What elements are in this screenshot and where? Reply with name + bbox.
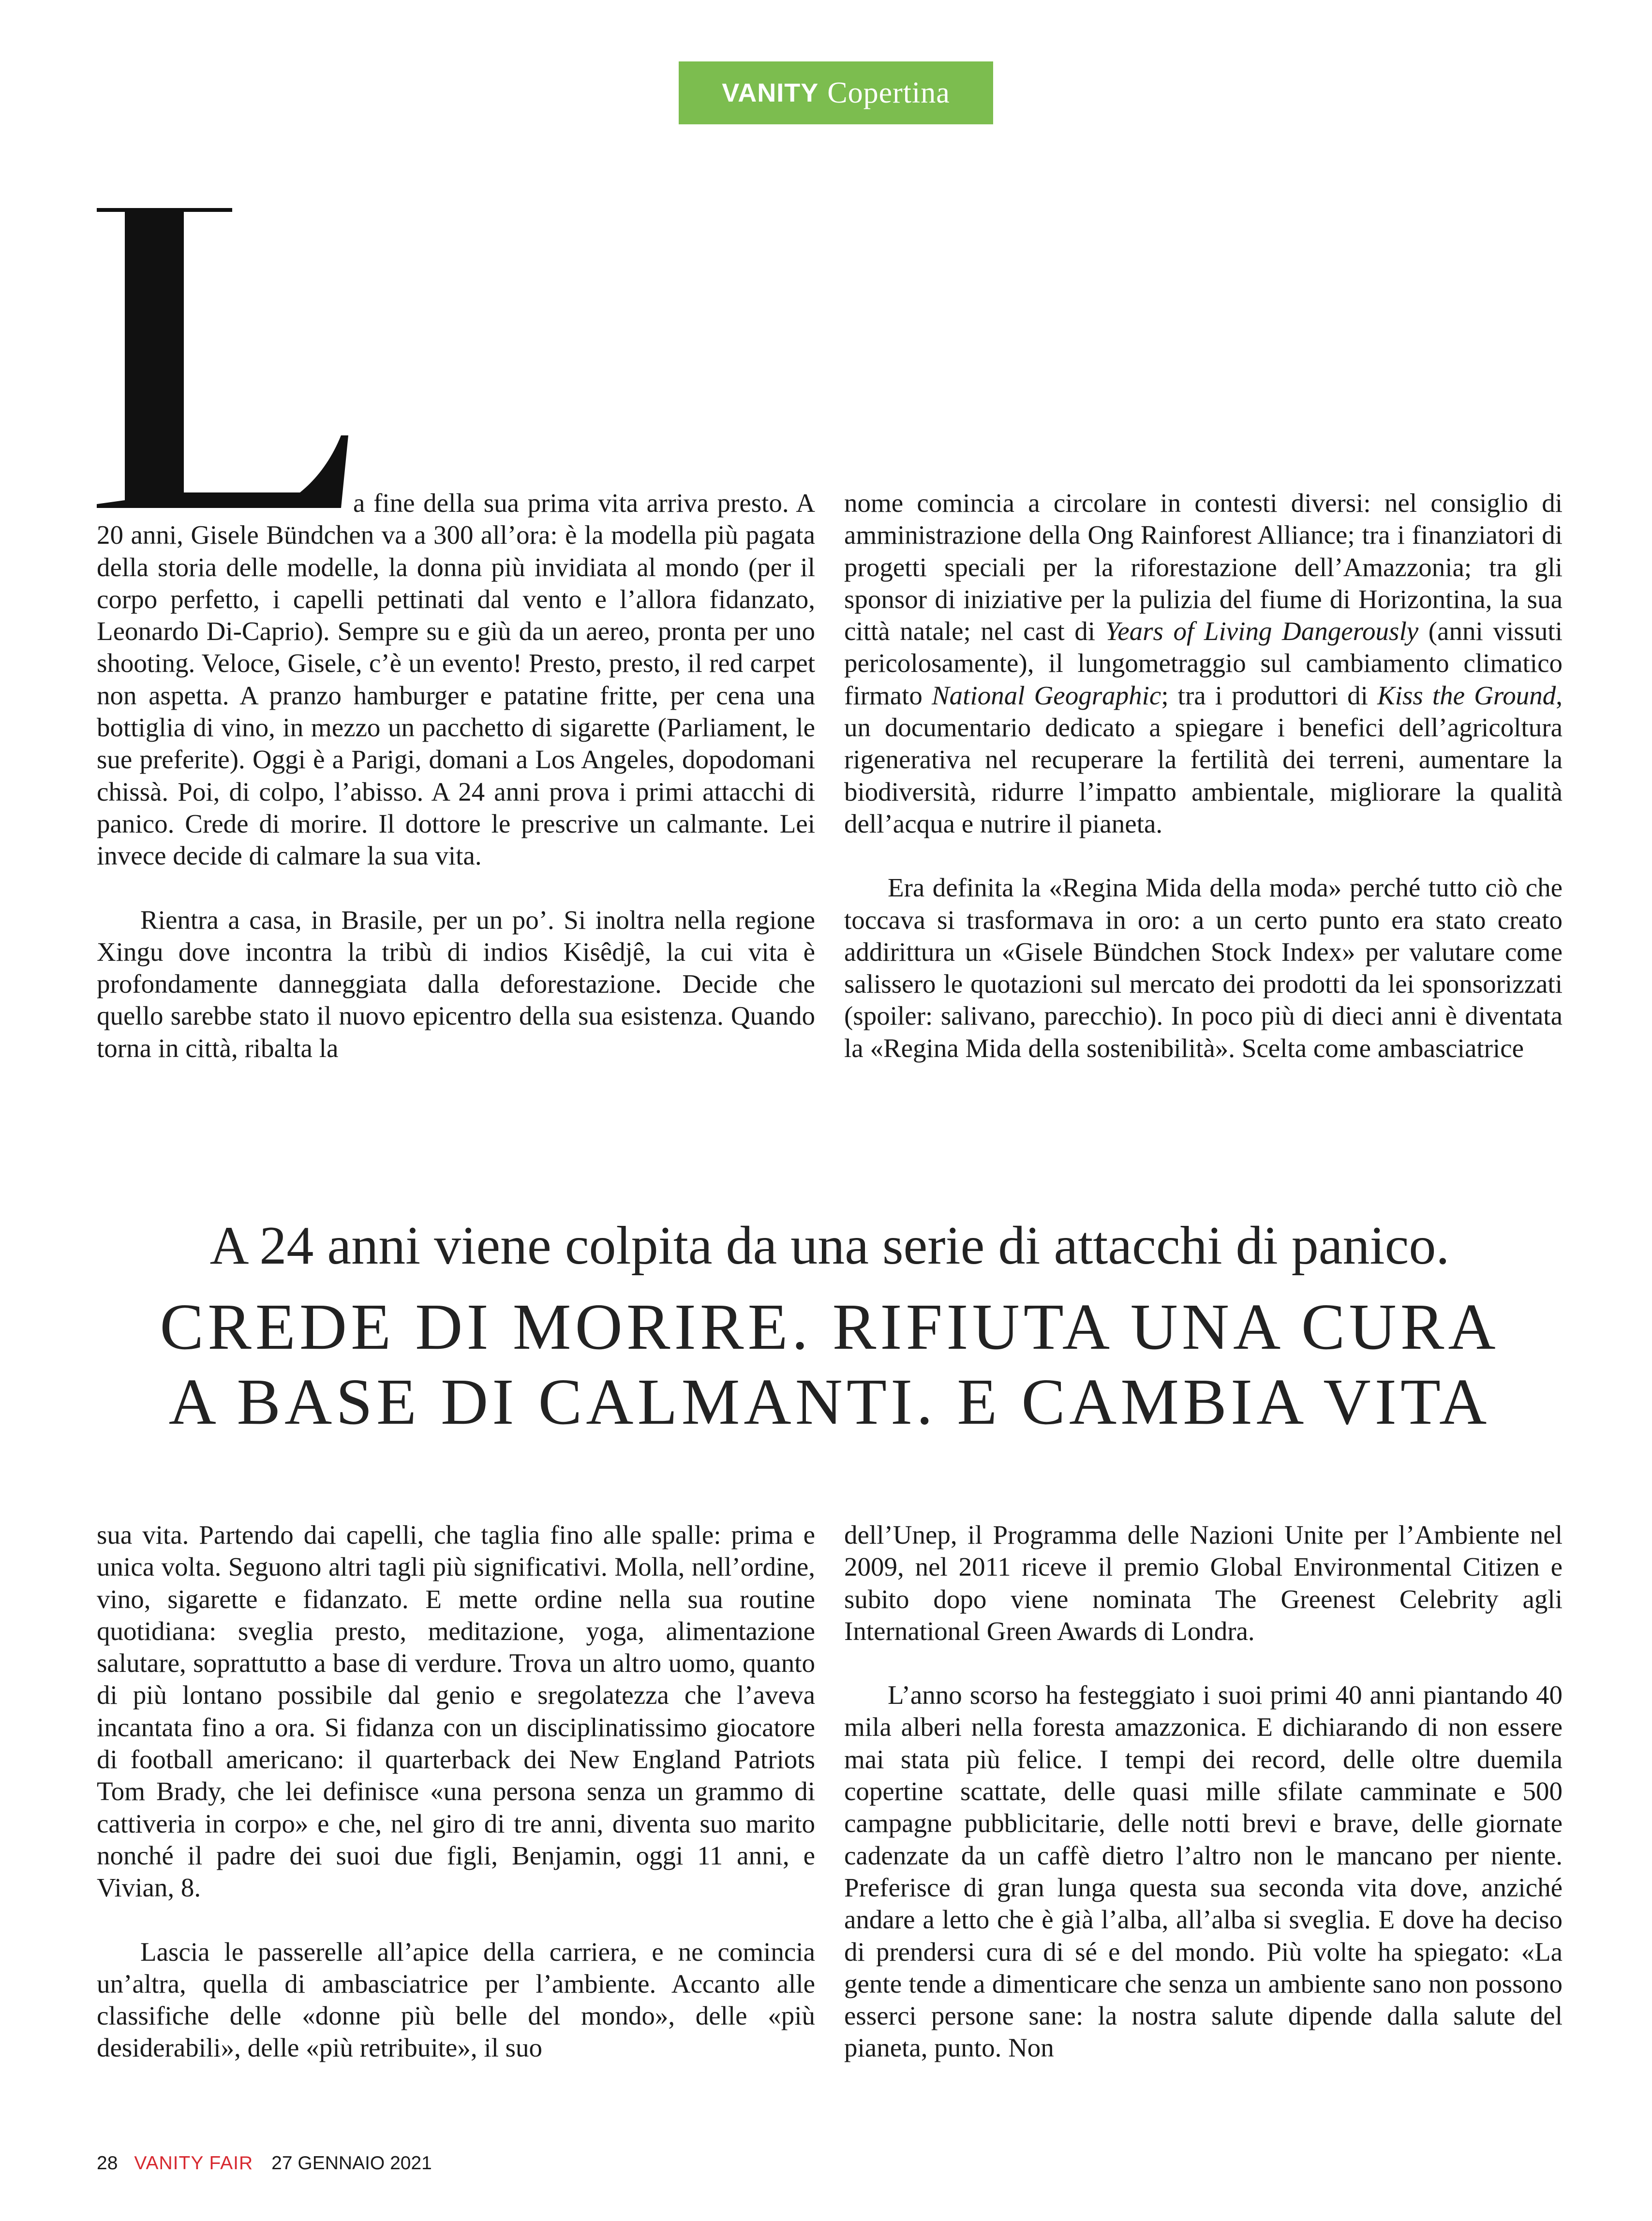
pull-quote-line: A BASE DI CALMANTI. E CAMBIA VITA (168, 1366, 1491, 1438)
paragraph: L’anno scorso ha festeggiato i suoi primi 40 anni piantando 40 mila alberi nella foresta amazzonica. E dichiarando di non essere mai stata più felice. I tempi dei record, delle oltre duemila copertine scattate, delle quasi mille sfilate camminate e 500 campagne pubblicitarie, delle notti brevi e brave, delle giornate cadenzate da un caffè dietro l’altro non le mancano per niente. Preferisce di gran lunga questa sua seconda vita dove, anziché andare a letto che è già l’alba, all’alba si sveglia. E dove ha deciso di prendersi cura di sé e del mondo. Più volte ha spiegato: «La gente tende a dimenticare che senza un ambiente sano non possono esserci persone sane: la nostra salute dipende dalla salute del pianeta, punto. Non (844, 1680, 1563, 2063)
page-number: 28 (97, 2153, 118, 2174)
column-right-bottom (844, 1519, 1563, 2064)
page-footer (97, 2153, 432, 2174)
column-left-top (97, 487, 815, 1064)
title-national-geographic: National Geographic (931, 680, 1161, 710)
section-tag (679, 61, 993, 124)
column-left-bottom (97, 1519, 815, 2064)
magazine-name: VANITY FAIR (134, 2153, 253, 2174)
column-right-top (844, 487, 1563, 1064)
issue-date: 27 GENNAIO 2021 (271, 2153, 432, 2174)
paragraph: nome comincia a circolare in contesti diversi: nel consiglio di amministrazione della Ong Rainforest Alliance; tra i finanziatori di progetti speciali per la riforestazione dell’Amazzonia; tra gli sponsor di iniziative per la pulizia del fiume di Horizontina, la sua città natale; nel cast di Years of Living Dangerously (anni vissuti pericolosamente), il lungometraggio sul cambiamento climatico firmato National Geographic; tra i produttori di Kiss the Ground, un documentario dedicato a spiegare i benefici dell’agricoltura rigenerativa nel recuperare la fertilità dei terreni, aumentare la biodiversità, ridurre l’impatto ambientale, migliorare la qualità dell’acqua e nutrire il pianeta. (844, 488, 1563, 838)
paragraph: sua vita. Partendo dai capelli, che taglia fino alle spalle: prima e unica volta. Seguono altri tagli più significativi. Molla, nell’ordine, vino, sigarette e fidanzato. E mette ordine nella sua routine quotidiana: sveglia presto, meditazione, yoga, alimentazione salutare, soprattutto a base di verdure. Trova un altro uomo, quanto di più lontano possibile dal genio e sregolatezza che l’aveva incantata fino a ora. Si fidanza con un disciplinatissimo giocatore di football americano: il quarterback dei New England Patriots Tom Brady, che lei definisce «una persona senza un grammo di cattiveria in corpo» e che, nel giro di tre anni, diventa suo marito nonché il padre dei suoi due figli, Benjamin, oggi 11 anni, e Vivian, 8. (97, 1520, 815, 1903)
paragraph: a fine della sua prima vita arriva presto. A 20 anni, Gisele Bündchen va a 300 all’ora: è la modella più pagata della storia delle modelle, la donna più invidiata al mondo (per il corpo perfetto, i capelli pettinati dal vento e l’allora fidanzato, Leonardo Di-Caprio). Sempre su e giù da un aereo, pronta per uno shooting. Veloce, Gisele, c’è un evento! Presto, presto, il red carpet non aspetta. A pranzo hamburger e patatine fritte, per cena una bottiglia di vino, in mezzo un pacchetto di sigarette (Parliament, le sue preferite). Oggi è a Parigi, domani a Los Angeles, dopodomani chissà. Poi, di colpo, l’abisso. A 24 anni prova i primi attacchi di panico. Crede di morire. Il dottore le prescrive un calmante. Lei invece decide di calmare la sua vita. (97, 488, 815, 871)
pull-quote-line: CREDE DI MORIRE. RIFIUTA UNA CURA (160, 1291, 1500, 1363)
title-kiss-the-ground: Kiss the Ground (1377, 680, 1556, 710)
drop-cap-letter (97, 208, 348, 508)
paragraph: Rientra a casa, in Brasile, per un po’. Si inoltra nella regione Xingu dove incontra la tribù di indios Kisêdjê, la cui vita è profondamente danneggiata dalla deforestazione. Decide che quello sarebbe stato il nuovo epicentro della sua esistenza. Quando torna in città, ribalta la (97, 905, 815, 1063)
section-tag-name: Copertina (827, 76, 950, 109)
title-years-of-living-dangerously: Years of Living Dangerously (1105, 616, 1419, 646)
paragraph: dell’Unep, il Programma delle Nazioni Unite per l’Ambiente nel 2009, nel 2011 riceve il premio Global Environmental Citizen e subito dopo viene nominata The Greenest Celebrity agli International Green Awards di Londra. (844, 1520, 1563, 1646)
pull-quote-line: A 24 anni viene colpita da una serie di attacchi di panico. (209, 1216, 1450, 1276)
drop-cap (97, 208, 348, 508)
pull-quote (97, 1214, 1563, 1440)
paragraph: Lascia le passerelle all’apice della carriera, e ne comincia un’altra, quella di ambasciatrice per l’ambiente. Accanto alle classifiche delle «donne più belle del mondo», delle «più desiderabili», delle «più retribuite», il suo (97, 1937, 815, 2063)
section-tag-brand: VANITY (722, 78, 819, 107)
paragraph: Era definita la «Regina Mida della moda» perché tutto ciò che toccava si trasformava in oro: a un certo punto era stato creato addirittura un «Gisele Bündchen Stock Index» per valutare come salissero le quotazioni sul mercato dei prodotti da lei sponsorizzati (spoiler: salivano, parecchio). In poco più di dieci anni è diventata la «Regina Mida della sostenibilità». Scelta come ambasciatrice (844, 873, 1563, 1063)
